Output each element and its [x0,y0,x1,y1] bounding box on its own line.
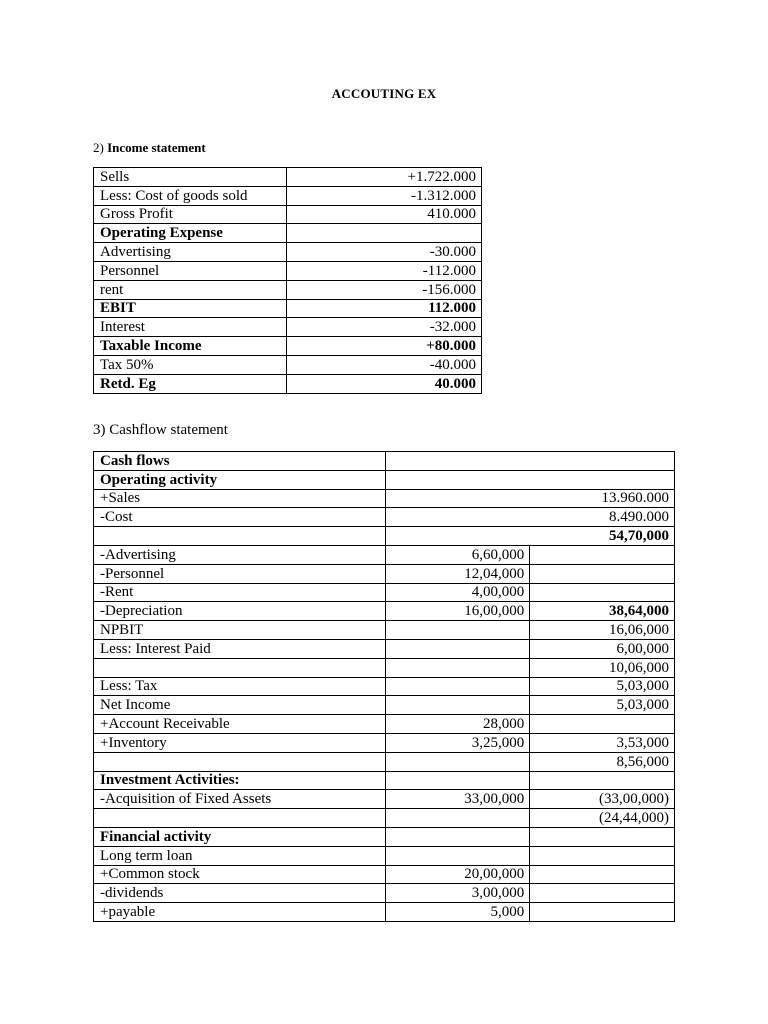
income-row-label: EBIT [94,299,287,318]
cashflow-row [94,790,675,809]
cashflow-row-label [94,658,386,677]
cashflow-row [94,602,675,621]
income-statement-heading [93,140,206,156]
cashflow-row-total [530,583,675,602]
cashflow-row-label [94,527,386,546]
income-row [94,337,482,356]
income-row-label: Tax 50% [94,355,287,374]
income-row-value: -40.000 [287,355,482,374]
income-row [94,299,482,318]
income-row-label: Gross Profit [94,205,287,224]
cashflow-row-amount: 12,04,000 [385,564,530,583]
cashflow-row-label [94,752,386,771]
income-row-label: Interest [94,318,287,337]
cashflow-row [94,452,675,471]
cashflow-row [94,696,675,715]
cashflow-row [94,658,675,677]
cashflow-row-label: Long term loan [94,846,386,865]
cashflow-row [94,752,675,771]
income-statement-table [93,167,482,394]
cashflow-statement-table [93,451,675,922]
cashflow-row [94,583,675,602]
cashflow-row-amount: 3,00,000 [385,884,530,903]
cashflow-row [94,639,675,658]
income-row [94,261,482,280]
cashflow-row-total [530,564,675,583]
income-heading-text: Income statement [107,140,206,155]
cashflow-row [94,715,675,734]
income-row-value: -30.000 [287,243,482,262]
cashflow-row-label: +Account Receivable [94,715,386,734]
cashflow-row-total: (33,00,000) [530,790,675,809]
cashflow-row-amount [385,771,530,790]
cashflow-row-total: 13.960.000 [385,489,674,508]
income-row-value [287,224,482,243]
cashflow-row-amount: 20,00,000 [385,865,530,884]
cashflow-row-amount [385,846,530,865]
cashflow-row [94,470,675,489]
cashflow-row [94,771,675,790]
cashflow-row [94,564,675,583]
cashflow-row-label: Less: Interest Paid [94,639,386,658]
income-row [94,280,482,299]
cashflow-row-total [385,470,674,489]
cashflow-row-label: Financial activity [94,827,386,846]
cashflow-row-amount: 3,25,000 [385,733,530,752]
income-row [94,205,482,224]
cashflow-row-amount: 4,00,000 [385,583,530,602]
income-row-label: Advertising [94,243,287,262]
income-row-value: +80.000 [287,337,482,356]
cashflow-row [94,677,675,696]
cashflow-row [94,827,675,846]
cashflow-row-total [530,846,675,865]
cashflow-row-amount [385,827,530,846]
cashflow-row-label: +Sales [94,489,386,508]
cashflow-row-label: -dividends [94,884,386,903]
cashflow-row-total [530,884,675,903]
cashflow-row-amount [385,809,530,828]
cashflow-row-label: -Personnel [94,564,386,583]
cashflow-row-amount: 6,60,000 [385,545,530,564]
income-row-value: -156.000 [287,280,482,299]
cashflow-row-label: +payable [94,903,386,922]
document-title: ACCOUTING EX [331,86,437,101]
cashflow-statement-heading: 3) Cashflow statement [93,422,228,438]
cashflow-row-total [385,452,674,471]
cashflow-row-label: NPBIT [94,621,386,640]
cashflow-row [94,809,675,828]
income-row-label: Taxable Income [94,337,287,356]
cashflow-row-label: -Rent [94,583,386,602]
income-row-value: -112.000 [287,261,482,280]
income-row [94,168,482,187]
cashflow-row-total: 5,03,000 [530,677,675,696]
cashflow-row-amount [385,621,530,640]
cashflow-row [94,865,675,884]
income-row [94,318,482,337]
cashflow-row-amount [385,677,530,696]
cashflow-row [94,846,675,865]
income-statement-body [94,168,482,394]
cashflow-row-total: 6,00,000 [530,639,675,658]
cashflow-row-total: 54,70,000 [385,527,674,546]
income-row [94,224,482,243]
cashflow-row-amount [385,639,530,658]
cashflow-row-total: 16,06,000 [530,621,675,640]
cashflow-row-total [530,715,675,734]
cashflow-row-total: (24,44,000) [530,809,675,828]
cashflow-row [94,508,675,527]
income-row-label: Sells [94,168,287,187]
income-row [94,355,482,374]
cashflow-row-amount: 5,000 [385,903,530,922]
cashflow-row [94,884,675,903]
cashflow-row-label: -Cost [94,508,386,527]
cashflow-row-label: Cash flows [94,452,386,471]
cashflow-row-label: Operating activity [94,470,386,489]
cashflow-row [94,489,675,508]
cashflow-row-amount: 33,00,000 [385,790,530,809]
cashflow-row [94,621,675,640]
cashflow-row-total: 38,64,000 [530,602,675,621]
cashflow-row-total [530,545,675,564]
income-row-value: -1.312.000 [287,186,482,205]
cashflow-row-amount [385,752,530,771]
cashflow-row-total [530,865,675,884]
income-row-label: rent [94,280,287,299]
income-row-value: -32.000 [287,318,482,337]
cashflow-row [94,527,675,546]
cashflow-row [94,903,675,922]
income-row [94,186,482,205]
cashflow-row-total [530,771,675,790]
income-row [94,243,482,262]
income-heading-number: 2) [93,140,104,155]
cashflow-row-total [530,827,675,846]
cashflow-row-amount [385,696,530,715]
cashflow-row-total: 5,03,000 [530,696,675,715]
cashflow-row-total [530,903,675,922]
income-row-value: 410.000 [287,205,482,224]
cashflow-row-total: 8,56,000 [530,752,675,771]
cashflow-row-amount [385,658,530,677]
cashflow-row-label: +Common stock [94,865,386,884]
cashflow-row-label: -Advertising [94,545,386,564]
cashflow-row-label: -Depreciation [94,602,386,621]
income-row-label: Retd. Eg [94,374,287,393]
cashflow-row-label: -Acquisition of Fixed Assets [94,790,386,809]
cashflow-row-label: Less: Tax [94,677,386,696]
cashflow-row-total: 8.490.000 [385,508,674,527]
cashflow-statement-body [94,452,675,922]
cashflow-row-label: +Inventory [94,733,386,752]
cashflow-row-label: Investment Activities: [94,771,386,790]
cashflow-row-label [94,809,386,828]
cashflow-row-amount: 16,00,000 [385,602,530,621]
cashflow-row-label: Net Income [94,696,386,715]
cashflow-row-total: 3,53,000 [530,733,675,752]
cashflow-row-amount: 28,000 [385,715,530,734]
income-row [94,374,482,393]
income-row-value: 40.000 [287,374,482,393]
income-row-value: 112.000 [287,299,482,318]
income-row-label: Less: Cost of goods sold [94,186,287,205]
income-row-label: Personnel [94,261,287,280]
cashflow-row [94,733,675,752]
income-row-value: +1.722.000 [287,168,482,187]
cashflow-row [94,545,675,564]
cashflow-row-total: 10,06,000 [530,658,675,677]
income-row-label: Operating Expense [94,224,287,243]
